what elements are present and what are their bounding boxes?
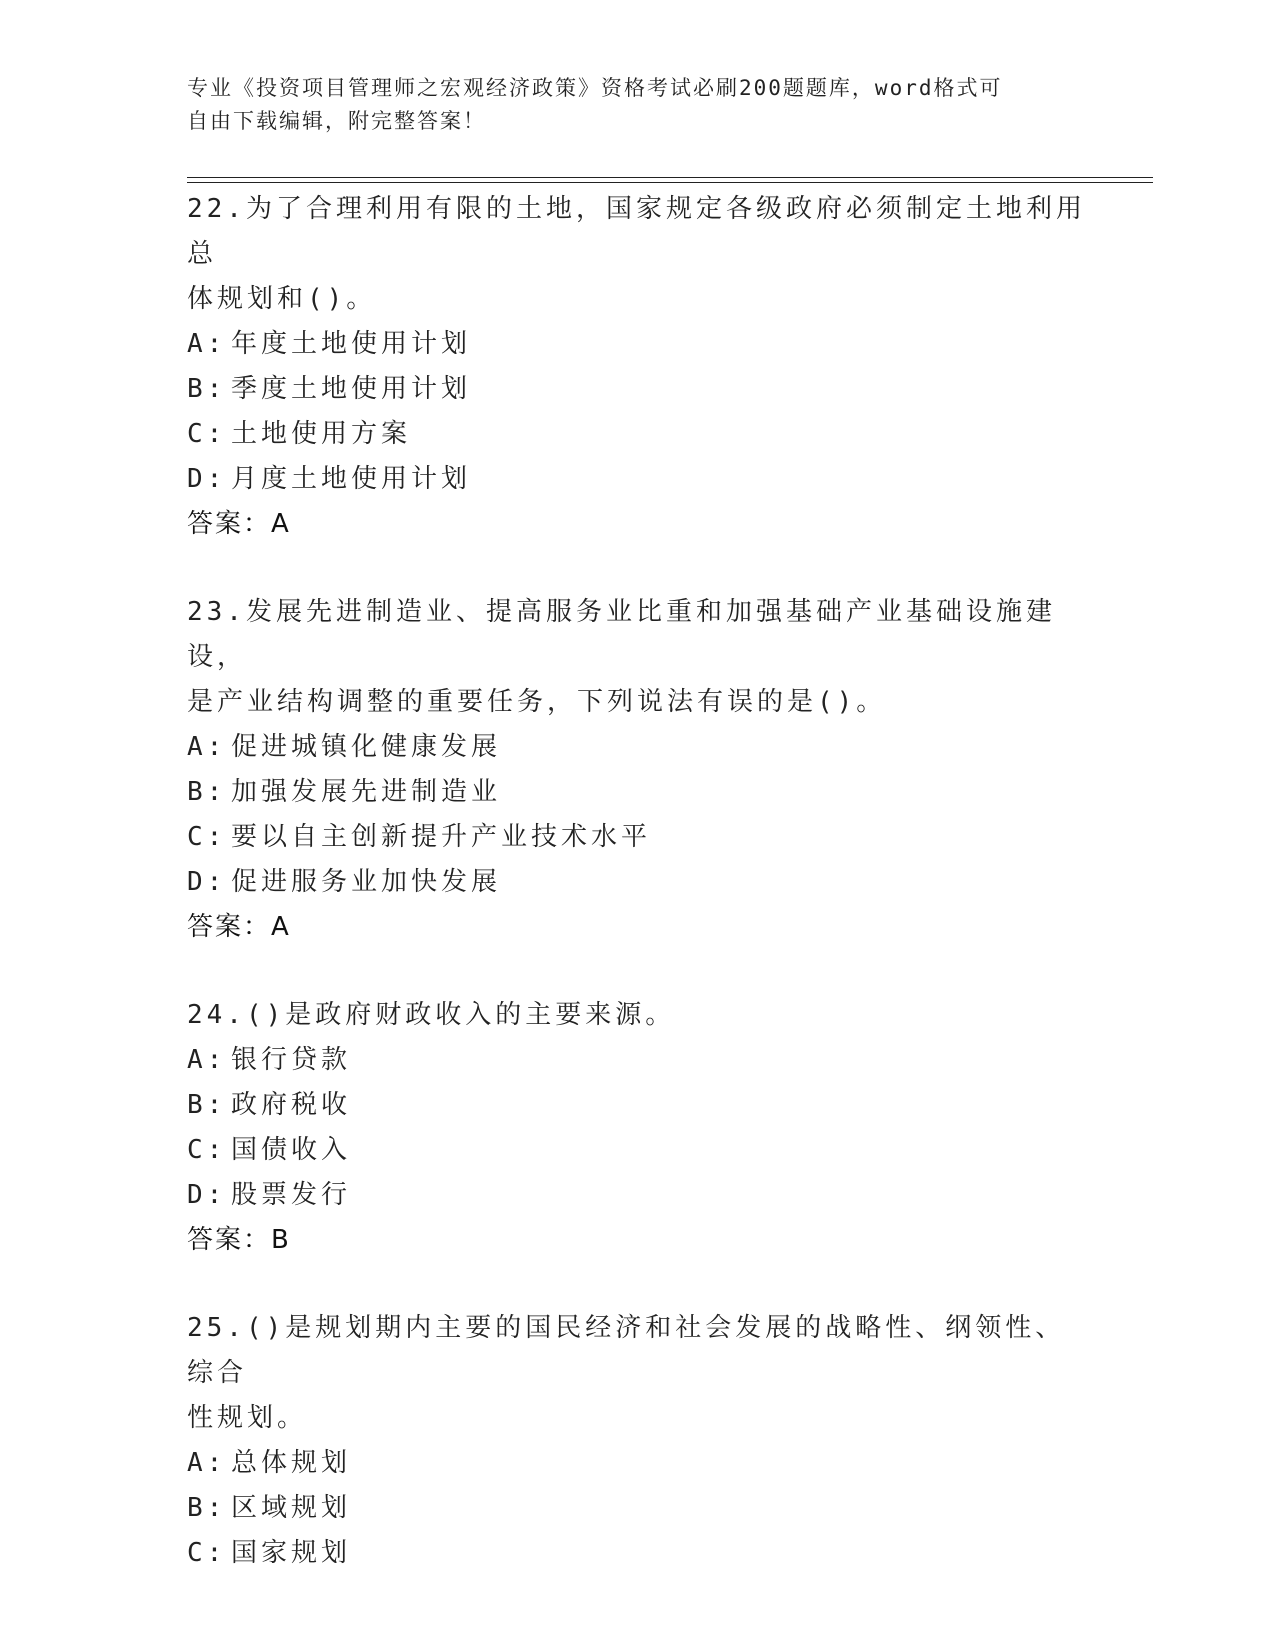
question-stem-line: 24.()是政府财政收入的主要来源。 bbox=[187, 1000, 676, 1030]
question-22 bbox=[187, 187, 1087, 547]
option-c bbox=[187, 1531, 1087, 1576]
question-spacer bbox=[187, 1263, 1087, 1306]
question-stem bbox=[187, 993, 1087, 1038]
option-a bbox=[187, 725, 1087, 770]
option-a bbox=[187, 322, 1087, 367]
question-stem bbox=[187, 1306, 1087, 1441]
question-stem bbox=[187, 590, 1087, 725]
option-c bbox=[187, 1128, 1087, 1173]
option-text: 银行贷款 bbox=[231, 1045, 352, 1075]
question-25 bbox=[187, 1306, 1087, 1576]
question-stem-line: 23.发展先进制造业、提高服务业比重和加强基础产业基础设施建设， bbox=[187, 597, 1056, 672]
answer-line: 答案：A bbox=[187, 912, 291, 942]
option-text: 股票发行 bbox=[231, 1180, 352, 1210]
option-letter: D: bbox=[187, 1180, 227, 1210]
option-b bbox=[187, 1486, 1087, 1531]
option-c bbox=[187, 412, 1087, 457]
answer-line: 答案：B bbox=[187, 1225, 291, 1255]
option-text: 国债收入 bbox=[231, 1135, 352, 1165]
option-a bbox=[187, 1441, 1087, 1486]
header-divider-top bbox=[187, 177, 1153, 178]
question-24 bbox=[187, 993, 1087, 1263]
option-letter: C: bbox=[187, 822, 227, 852]
option-text: 促进服务业加快发展 bbox=[231, 867, 502, 897]
question-stem bbox=[187, 187, 1087, 322]
option-b bbox=[187, 367, 1087, 412]
option-text: 区域规划 bbox=[231, 1493, 352, 1523]
question-stem-line: 体规划和()。 bbox=[187, 284, 377, 314]
question-list bbox=[187, 187, 1087, 1576]
option-text: 总体规划 bbox=[231, 1448, 352, 1478]
question-stem-line: 25.()是规划期内主要的国民经济和社会发展的战略性、纲领性、综合 bbox=[187, 1313, 1066, 1388]
answer-line: 答案：A bbox=[187, 509, 291, 539]
option-text: 政府税收 bbox=[231, 1090, 352, 1120]
option-text: 季度土地使用计划 bbox=[231, 374, 472, 404]
header-line-1: 专业《投资项目管理师之宏观经济政策》资格考试必刷200题题库，word格式可 bbox=[187, 76, 1003, 100]
question-stem-line: 22.为了合理利用有限的土地，国家规定各级政府必须制定土地利用总 bbox=[187, 194, 1086, 269]
option-text: 年度土地使用计划 bbox=[231, 329, 472, 359]
option-text: 加强发展先进制造业 bbox=[231, 777, 502, 807]
option-b bbox=[187, 770, 1087, 815]
document-header bbox=[187, 72, 1067, 138]
option-a bbox=[187, 1038, 1087, 1083]
question-spacer bbox=[187, 547, 1087, 590]
option-letter: B: bbox=[187, 1493, 227, 1523]
option-letter: B: bbox=[187, 777, 227, 807]
option-letter: A: bbox=[187, 1045, 227, 1075]
option-text: 国家规划 bbox=[231, 1538, 352, 1568]
option-text: 促进城镇化健康发展 bbox=[231, 732, 502, 762]
option-letter: A: bbox=[187, 732, 227, 762]
option-letter: A: bbox=[187, 1448, 227, 1478]
header-line-2: 自由下载编辑，附完整答案！ bbox=[187, 109, 486, 133]
option-letter: C: bbox=[187, 1538, 227, 1568]
option-text: 要以自主创新提升产业技术水平 bbox=[231, 822, 652, 852]
option-letter: B: bbox=[187, 374, 227, 404]
option-d bbox=[187, 457, 1087, 502]
question-stem-line: 性规划。 bbox=[187, 1403, 308, 1433]
option-letter: A: bbox=[187, 329, 227, 359]
option-text: 月度土地使用计划 bbox=[231, 464, 472, 494]
option-b bbox=[187, 1083, 1087, 1128]
option-letter: D: bbox=[187, 867, 227, 897]
option-d bbox=[187, 1173, 1087, 1218]
option-letter: C: bbox=[187, 1135, 227, 1165]
option-letter: C: bbox=[187, 419, 227, 449]
question-23 bbox=[187, 590, 1087, 950]
header-divider-bottom bbox=[187, 182, 1153, 183]
option-c bbox=[187, 815, 1087, 860]
option-text: 土地使用方案 bbox=[231, 419, 412, 449]
option-letter: D: bbox=[187, 464, 227, 494]
question-stem-line: 是产业结构调整的重要任务，下列说法有误的是()。 bbox=[187, 687, 887, 717]
question-spacer bbox=[187, 950, 1087, 993]
option-letter: B: bbox=[187, 1090, 227, 1120]
option-d bbox=[187, 860, 1087, 905]
